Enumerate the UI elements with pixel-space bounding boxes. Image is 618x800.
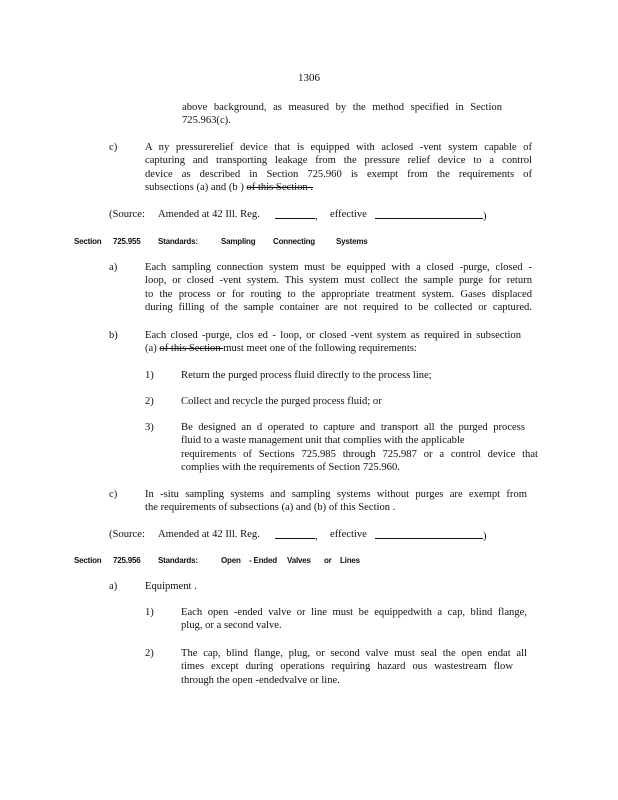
s1-a-line-1: Each sampling connection system must be equipped with a closed -purge, closed - xyxy=(145,262,532,273)
s1-b-line-2-rest: must meet one of the following requirements: xyxy=(223,343,417,355)
s2-a-label: a) xyxy=(109,581,118,592)
s2-a-item-2-line-3: through the open -endedvalve or line. xyxy=(181,674,340,686)
section-title-word: - Ended xyxy=(249,556,277,565)
page-number: 1306 xyxy=(298,72,320,84)
section-title-word: Open xyxy=(221,556,241,565)
source-blank-1: , xyxy=(275,208,318,223)
section-number: 725.955 xyxy=(113,237,141,246)
s2-a-item-1-text xyxy=(181,606,527,633)
s1-a-text xyxy=(145,261,532,315)
s1-b-line-2 xyxy=(145,342,521,355)
para-c1-line-3: device as described in Section 725.960 is exempt from the requirements of xyxy=(145,168,532,180)
s1-a-label: a) xyxy=(109,262,118,273)
section-title-word: Connecting xyxy=(273,237,315,246)
s2-a-item-2-text xyxy=(181,647,527,687)
continuation-text xyxy=(182,101,502,128)
s2-a-item-1-label: 1) xyxy=(145,607,154,618)
source-blank-1: , xyxy=(275,528,318,543)
s1-b-line-2-prefix: (a) xyxy=(145,343,160,355)
section-label: Section xyxy=(74,237,102,246)
s1-b-item-1-label: 1) xyxy=(145,370,154,381)
s2-a-item-2-line-1: The cap, blind flange, plug, or second valve must seal the open endat all xyxy=(181,648,527,659)
para-c1-line-2: capturing and transporting leakage from the pressure relief device to a control xyxy=(145,155,532,167)
source-blank-2: ) xyxy=(375,528,487,543)
struck-text: of this Section . xyxy=(246,182,314,194)
section-title-word: Valves xyxy=(287,556,311,565)
struck-text: of this Section xyxy=(159,343,224,355)
source-label: (Source: xyxy=(109,209,145,220)
para-c1-line-1: A ny pressurerelief device that is equipped with aclosed -vent system capable of xyxy=(145,142,532,153)
source-amended-text: Amended at 42 Ill. Reg. xyxy=(158,209,260,220)
section-title-word: or xyxy=(324,556,332,565)
s1-b-item-3-line-1: Be designed an d operated to capture and transport all the purged process xyxy=(181,422,525,433)
s1-b-label: b) xyxy=(109,330,118,341)
s1-b-item-3-line-3: requirements of Sections 725.985 through 725.987 or a control device that xyxy=(181,448,538,460)
s1-a-line-4: during filling of the sample container are not required to be collected or captured. xyxy=(145,302,532,314)
s2-a-item-2-line-2: times except during operations requiring hazard ous wastestream flow xyxy=(181,661,513,673)
section-title-word: Standards: xyxy=(158,556,198,565)
s2-a-item-1-line-2: plug, or a second valve. xyxy=(181,620,282,632)
s1-b-text xyxy=(145,329,521,356)
s1-a-line-3: to the process or for routing to the appropriate treatment system. Gases displaced xyxy=(145,288,532,300)
section-number: 725.956 xyxy=(113,556,141,565)
s1-a-line-2: loop, or closed -vent system. This system must collect the sample purge for return xyxy=(145,275,532,287)
s1-c-line-1: In -situ sampling systems and sampling systems without purges are exempt from xyxy=(145,489,527,500)
para-c1-label: c) xyxy=(109,142,118,153)
s1-b-item-3-line-4: complies with the requirements of Section 725.960. xyxy=(181,462,400,474)
source-effective-label: effective xyxy=(330,529,367,540)
s1-b-item-3-label: 3) xyxy=(145,422,154,433)
s1-b-line-1: Each closed -purge, clos ed - loop, or closed -vent system as required in subsection xyxy=(145,330,521,341)
s1-b-item-3-line-2: fluid to a waste management unit that complies with the applicable xyxy=(181,435,465,447)
continuation-line-1: above background, as measured by the method specified in Section xyxy=(182,102,502,113)
source-blank-2: ) xyxy=(375,208,487,223)
s1-b-item-2-text: Collect and recycle the purged process fluid; or xyxy=(181,396,382,407)
s2-a-text: Equipment . xyxy=(145,581,197,592)
source-label: (Source: xyxy=(109,529,145,540)
s2-a-item-2-label: 2) xyxy=(145,648,154,659)
source-effective-label: effective xyxy=(330,209,367,220)
s1-b-item-1-text: Return the purged process fluid directly to the process line; xyxy=(181,370,432,381)
section-label: Section xyxy=(74,556,102,565)
s1-b-item-3-text xyxy=(181,421,538,475)
s1-b-item-2-label: 2) xyxy=(145,396,154,407)
section-title-word: Lines xyxy=(340,556,360,565)
s2-a-item-1-line-1: Each open -ended valve or line must be equippedwith a cap, blind flange, xyxy=(181,607,527,618)
s1-c-text xyxy=(145,488,527,515)
continuation-line-2: 725.963(c). xyxy=(182,115,231,127)
para-c1-line-4-prefix: subsections (a) and (b ) xyxy=(145,182,247,194)
s1-c-line-2: the requirements of subsections (a) and (b) of this Section . xyxy=(145,502,396,514)
s1-c-label: c) xyxy=(109,489,118,500)
para-c1-line-4 xyxy=(145,181,532,194)
source-amended-text: Amended at 42 Ill. Reg. xyxy=(158,529,260,540)
section-title-word: Sampling xyxy=(221,237,256,246)
para-c1-text xyxy=(145,141,532,195)
section-title-word: Systems xyxy=(336,237,368,246)
section-title-word: Standards: xyxy=(158,237,198,246)
